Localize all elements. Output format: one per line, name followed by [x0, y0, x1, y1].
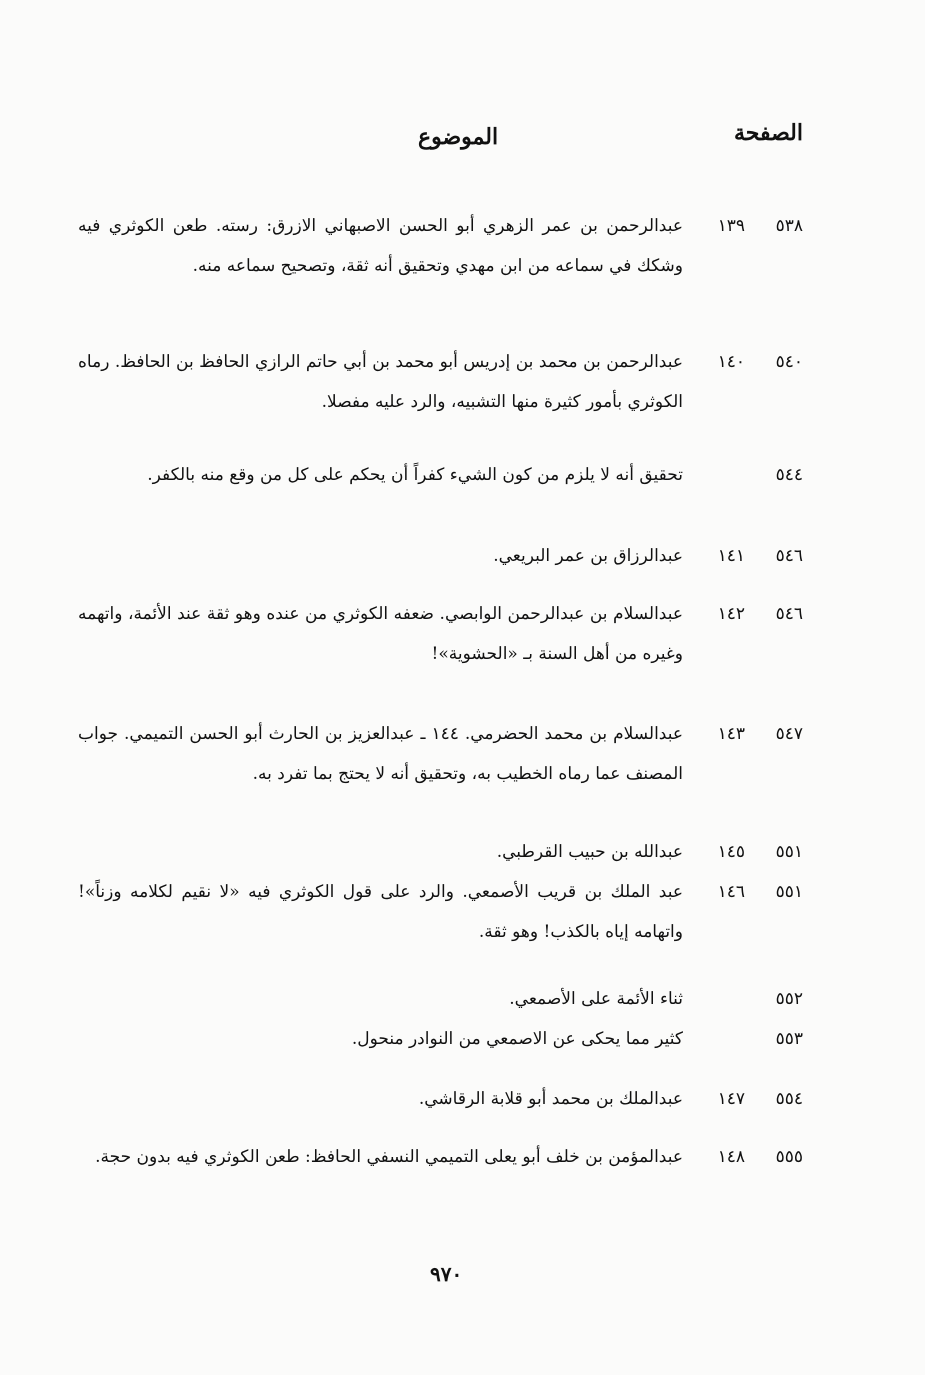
- entry-item-number: ١٤٣: [717, 724, 745, 744]
- entry-item-number: ١٤٨: [717, 1147, 745, 1167]
- entry-text: عبدالملك بن محمد أبو قلابة الرقاشي.: [418, 1089, 683, 1109]
- entry-text: كثير مما يحكى عن الاصمعي من النوادر منحول.: [351, 1029, 683, 1049]
- entry-page-number: ٥٥١: [775, 882, 803, 902]
- entry-page-number: ٥٤٧: [775, 724, 803, 744]
- entry-page-number: ٥٤٦: [775, 546, 803, 566]
- column-header-topic: الموضوع: [418, 124, 499, 150]
- entry-item-number: ١٤٢: [717, 604, 745, 624]
- entry-page-number: ٥٥٤: [775, 1089, 803, 1109]
- entry-item-number: ١٤٠: [717, 352, 745, 372]
- entry-text: عبد الملك بن قريب الأصمعي. والرد على قول الكوثري فيه «لا نقيم لكلامه وزناً»! واتهامه إياه بالكذب! وهو ثقة.: [78, 882, 683, 942]
- entry-item-number: ١٤٧: [717, 1089, 745, 1109]
- entry-item-number: ١٤٦: [717, 882, 745, 902]
- column-header-page: الصفحة: [733, 120, 803, 146]
- entry-page-number: ٥٣٨: [775, 216, 803, 236]
- page-number: ٩٧٠: [430, 1262, 463, 1286]
- entry-page-number: ٥٤٦: [775, 604, 803, 624]
- entry-text: عبدالرزاق بن عمر البريعي.: [493, 546, 683, 566]
- entry-text: عبدالرحمن بن عمر الزهري أبو الحسن الاصبهاني الازرق: رسته. طعن الكوثري فيه وشكك في سماعه من ابن مهدي وتحقيق أنه ثقة، وتصحيح سماعه منه.: [78, 216, 683, 276]
- entry-page-number: ٥٥٥: [775, 1147, 803, 1167]
- entry-page-number: ٥٥٢: [775, 989, 803, 1009]
- entry-item-number: ١٣٩: [717, 216, 745, 236]
- entry-text: عبدالمؤمن بن خلف أبو يعلى التميمي النسفي الحافظ: طعن الكوثري فيه بدون حجة.: [95, 1147, 683, 1167]
- entry-page-number: ٥٥١: [775, 842, 803, 862]
- entry-item-number: ١٤١: [717, 546, 745, 566]
- entry-page-number: ٥٥٣: [775, 1029, 803, 1049]
- entry-text: ثناء الأئمة على الأصمعي.: [509, 989, 683, 1009]
- entry-text: عبدالله بن حبيب القرطبي.: [496, 842, 683, 862]
- entry-text: عبدالسلام بن محمد الحضرمي. ١٤٤ ـ عبدالعزيز بن الحارث أبو الحسن التميمي. جواب المصنف عما رماه الخطيب به، وتحقيق أنه لا يحتج بما تفرد به.: [78, 724, 684, 784]
- entry-text: تحقيق أنه لا يلزم من كون الشيء كفراً أن يحكم على كل من وقع منه بالكفر.: [147, 465, 683, 485]
- entry-page-number: ٥٤٠: [775, 352, 803, 372]
- entry-text: عبدالرحمن بن محمد بن إدريس أبو محمد بن أبي حاتم الرازي الحافظ بن الحافظ. رماه الكوثري بأمور كثيرة منها التشبيه، والرد عليه مفصلا.: [78, 352, 683, 412]
- entry-text: عبدالسلام بن عبدالرحمن الوابصي. ضعفه الكوثري من عنده وهو ثقة عند الأئمة، واتهمه وغيره من أهل السنة بـ «الحشوية»!: [78, 604, 683, 664]
- entry-page-number: ٥٤٤: [775, 465, 803, 485]
- entry-item-number: ١٤٥: [717, 842, 745, 862]
